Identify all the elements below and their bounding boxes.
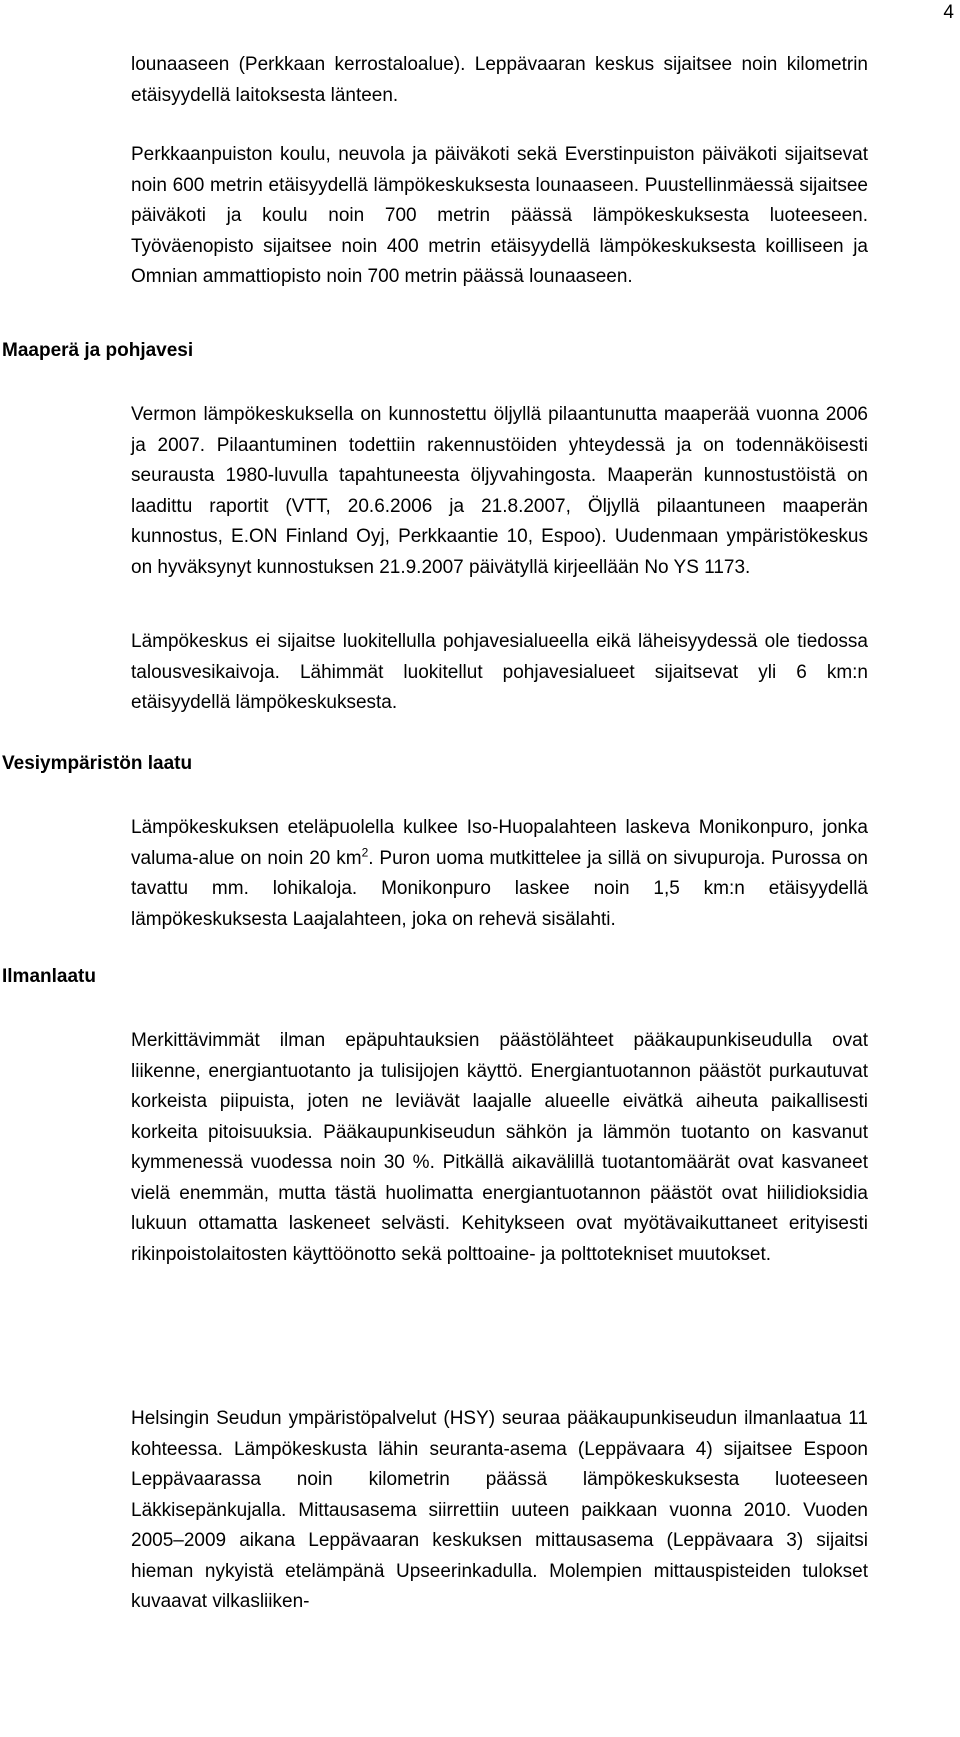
intro-continuation-paragraph: lounaaseen (Perkkaan kerrostaloalue). Leppävaaran keskus sijaitsee noin kilometrin etäisyydellä laitoksesta länteen. <box>131 54 868 106</box>
water-text-part-1: Lämpökeskuksen eteläpuolella kulkee Iso-Huopalahteen laskeva Monikonpuro, jonka valuma-alue on noin 20 km <box>131 817 868 869</box>
section-heading-soil: Maaperä ja pohjavesi <box>2 340 194 361</box>
soil-remediation-paragraph: Vermon lämpökeskuksella on kunnostettu öljyllä pilaantunutta maaperää vuonna 2006 ja 2007. Pilaantuminen todettiin rakennustöiden yhteydessä ja on todennäköisesti seurausta 1980-luvulla tapahtuneesta öljyvahingosta. Maaperän kunnostustöistä on laadittu raportit (VTT, 20.6.2006 ja 21.8.2007, Öljyllä pilaantuneen maaperän kunnostus, E.ON Finland Oyj, Perkkaantie 10, Espoo). Uudenmaan ympäristökeskus on hyväksynyt kunnostuksen 21.9.2007 päivätyllä kirjeellään No YS 1173. <box>131 404 868 578</box>
km2-superscript: 2 <box>361 845 369 860</box>
air-quality-paragraph-2: Helsingin Seudun ympäristöpalvelut (HSY) seuraa pääkaupunkiseudun ilmanlaatua 11 kohteessa. Lämpökeskusta lähin seuranta-asema (Leppävaara 4) sijaitsee Espoon Leppävaarassa noin kilometrin päässä lämpökeskuksesta luoteeseen Läkkisepänkujalla. Mittausasema siirrettiin uuteen paikkaan vuonna 2010. Vuoden 2005–2009 aikana Leppävaaran keskuksen mittausasema (Leppävaara 3) sijaitsi hieman nykyistä etelämpänä Upseerinkadulla. Molempien mittauspisteiden tulokset kuvaavat vilkasliiken- <box>131 1408 868 1612</box>
water-environment-paragraph <box>131 813 868 935</box>
air-quality-paragraph-1: Merkittävimmät ilman epäpuhtauksien päästölähteet pääkaupunkiseudulla ovat liikenne, energiantuotanto ja tulisijojen käyttö. Energiantuotannon päästöt purkautuvat korkeista piipuista, joten ne leviävät laajalle alueelle eivätkä aiheuta paikallisesti korkeita pitoisuuksia. Pääkaupunkiseudun sähkön ja lämmön tuotanto on kasvanut kymmenessä vuodessa noin 30 %. Pitkällä aikavälillä tuotantomäärät ovat kasvaneet vielä enemmän, mutta tästä huolimatta energiantuotannon päästöt ovat hiilidioksidia lukuun ottamatta laskeneet selvästi. Kehitykseen ovat myötävaikuttaneet erityisesti rikinpoistolaitosten käyttöönotto sekä polttoaine- ja polttotekniset muutokset. <box>131 1030 868 1265</box>
services-paragraph: Perkkaanpuiston koulu, neuvola ja päiväkoti sekä Everstinpuiston päiväkoti sijaitsevat noin 600 metrin etäisyydellä lämpökeskuksesta lounaaseen. Puustellinmäessä sijaitsee päiväkoti ja koulu noin 700 metrin päässä lämpökeskuksesta luoteeseen. Työväenopisto sijaitsee noin 400 metrin etäisyydellä lämpökeskuksesta koilliseen ja Omnian ammattiopisto noin 700 metrin päässä lounaaseen. <box>131 144 868 287</box>
page-number: 4 <box>943 2 954 23</box>
section-heading-water: Vesiympäristön laatu <box>2 753 193 774</box>
groundwater-paragraph: Lämpökeskus ei sijaitse luokitellulla pohjavesialueella eikä läheisyydessä ole tiedossa talousvesikaivoja. Lähimmät luokitellut pohjavesialueet sijaitsevat yli 6 km:n etäisyydellä lämpökeskuksesta. <box>131 631 868 713</box>
water-text-part-2: . Puron uoma mutkittelee ja sillä on sivupuroja. Purossa on tavattu mm. lohikaloja. Monikonpuro laskee noin 1,5 km:n etäisyydellä lämpökeskuksesta Laajalahteen, joka on rehevä sisälahti. <box>131 847 868 930</box>
section-heading-air: Ilmanlaatu <box>2 966 96 987</box>
